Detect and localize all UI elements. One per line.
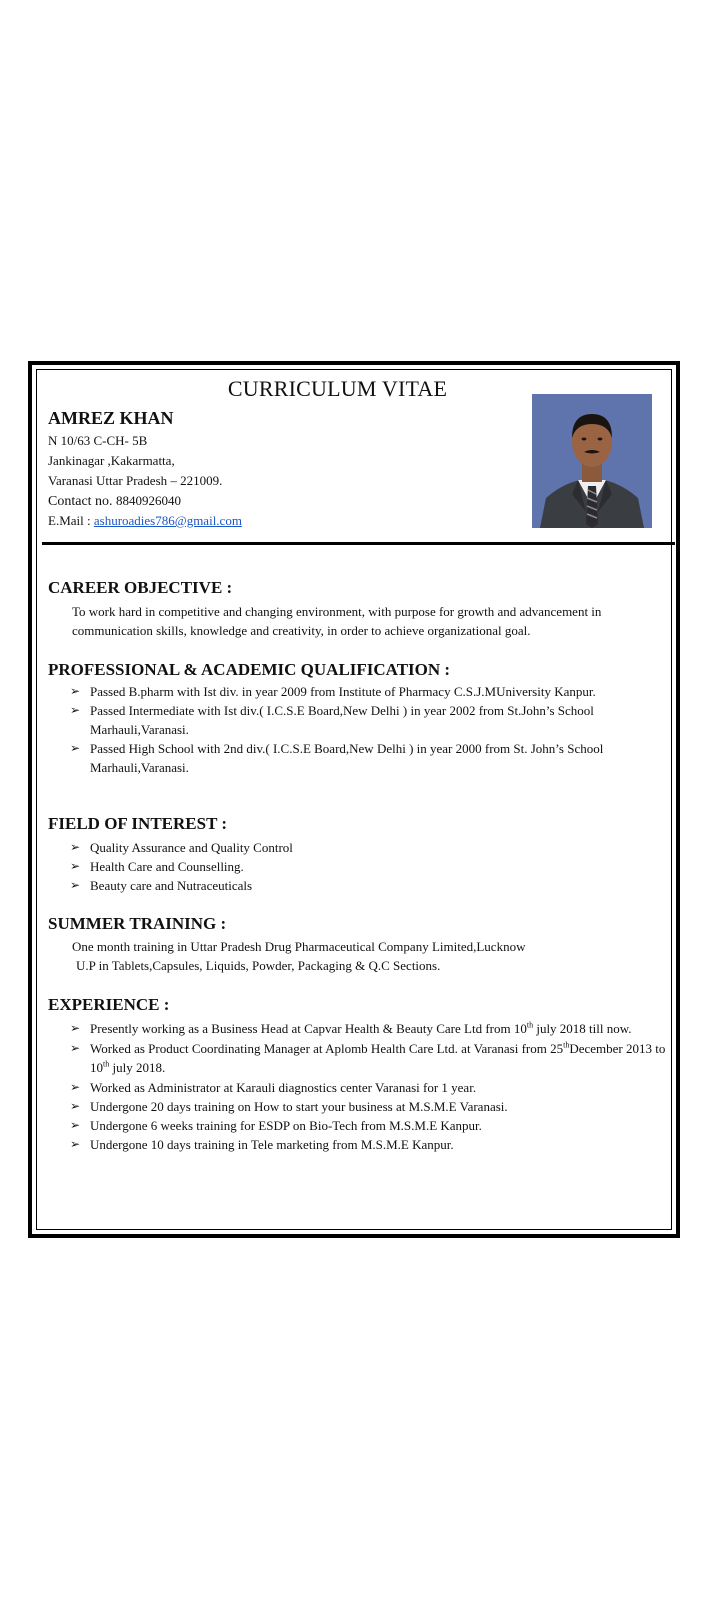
address-line-3: Varanasi Uttar Pradesh – 221009. [48,473,223,488]
arrow-bullet-icon: ➢ [70,1137,81,1151]
list-item-text: Passed High School with 2nd div.( I.C.S.E Board,New Delhi ) in year 2000 from St. John’s School Marhauli,Varanasi. [90,741,604,775]
list-item-text: Passed Intermediate with Ist div.( I.C.S.E Board,New Delhi ) in year 2002 from St.John’s School Marhauli,Varanasi. [90,703,594,737]
list-item-text: Health Care and Counselling. [90,859,244,874]
list-item: ➢ Presently working as a Business Head at Capvar Health & Beauty Care Ltd from 10th july 2018 till now. [70,1020,632,1036]
list-item: ➢ Worked as Product Coordinating Manager at Aplomb Health Care Ltd. at Varanasi from 25thDecember 2013 to 10th july 2018. [70,1040,666,1075]
summer-training-heading: SUMMER TRAINING : [48,914,227,933]
interest-list [70,838,680,895]
summer-training-line-1: One month training in Uttar Pradesh Drug Pharmaceutical Company Limited,Lucknow [72,939,526,954]
career-objective-heading: CAREER OBJECTIVE : [48,578,233,597]
arrow-bullet-icon: ➢ [70,684,81,698]
arrow-bullet-icon: ➢ [70,1080,81,1094]
list-item-text: Passed B.pharm with Ist div. in year 2009 from Institute of Pharmacy C.S.J.MUniversity Kanpur. [90,684,596,699]
qualification-heading: PROFESSIONAL & ACADEMIC QUALIFICATION : [48,660,451,679]
list-item-text: Quality Assurance and Quality Control [90,840,293,855]
document-title: CURRICULUM VITAE [227,376,448,401]
list-item: ➢ Undergone 6 weeks training for ESDP on Bio-Tech from M.S.M.E Kanpur. [70,1118,482,1133]
email-link[interactable]: ashuroadies786@gmail.com [93,513,242,528]
list-item-text: Beauty care and Nutraceuticals [90,878,253,893]
contact-number: 8840926040 [116,493,182,508]
email-line [48,513,242,529]
summer-training-line-2: U.P in Tablets,Capsules, Liquids, Powder, Packaging & Q.C Sections. [76,958,441,973]
list-item: ➢ Worked as Administrator at Karauli diagnostics center Varanasi for 1 year. [70,1080,477,1095]
list-item [70,857,680,876]
header-divider [42,542,675,545]
profile-photo [532,394,652,528]
experience-heading: EXPERIENCE : [48,995,170,1014]
address-line-1: N 10/63 C-CH- 5B [48,433,148,448]
contact-line [48,493,181,510]
arrow-bullet-icon: ➢ [70,878,81,892]
career-objective-text: To work hard in competitive and changing environment, with purpose for growth and advancement in communication skills, knowledge and creativity, in order to achieve organizational goal. [72,604,602,638]
field-of-interest-heading: FIELD OF INTEREST : [48,814,228,833]
address-line-2: Jankinagar ,Kakarmatta, [48,453,175,468]
email-label: E.Mail : [48,513,91,528]
list-item [70,701,680,739]
arrow-bullet-icon: ➢ [70,1041,81,1055]
list-item: ➢ Undergone 10 days training in Tele marketing from M.S.M.E Kanpur. [70,1137,454,1152]
list-item: ➢ Undergone 20 days training on How to start your business at M.S.M.E Varanasi. [70,1099,508,1114]
arrow-bullet-icon: ➢ [70,1099,81,1113]
arrow-bullet-icon: ➢ [70,859,81,873]
arrow-bullet-icon: ➢ [70,1118,81,1132]
arrow-bullet-icon: ➢ [70,703,81,717]
list-item [70,682,680,701]
candidate-name: AMREZ KHAN [48,408,174,428]
arrow-bullet-icon: ➢ [70,1021,81,1035]
list-item [70,739,680,777]
experience-list [70,1019,680,1154]
list-item [70,838,680,857]
qualification-list [70,682,680,777]
contact-label: Contact no. [48,494,113,509]
arrow-bullet-icon: ➢ [70,741,81,755]
arrow-bullet-icon: ➢ [70,840,81,854]
list-item [70,876,680,895]
